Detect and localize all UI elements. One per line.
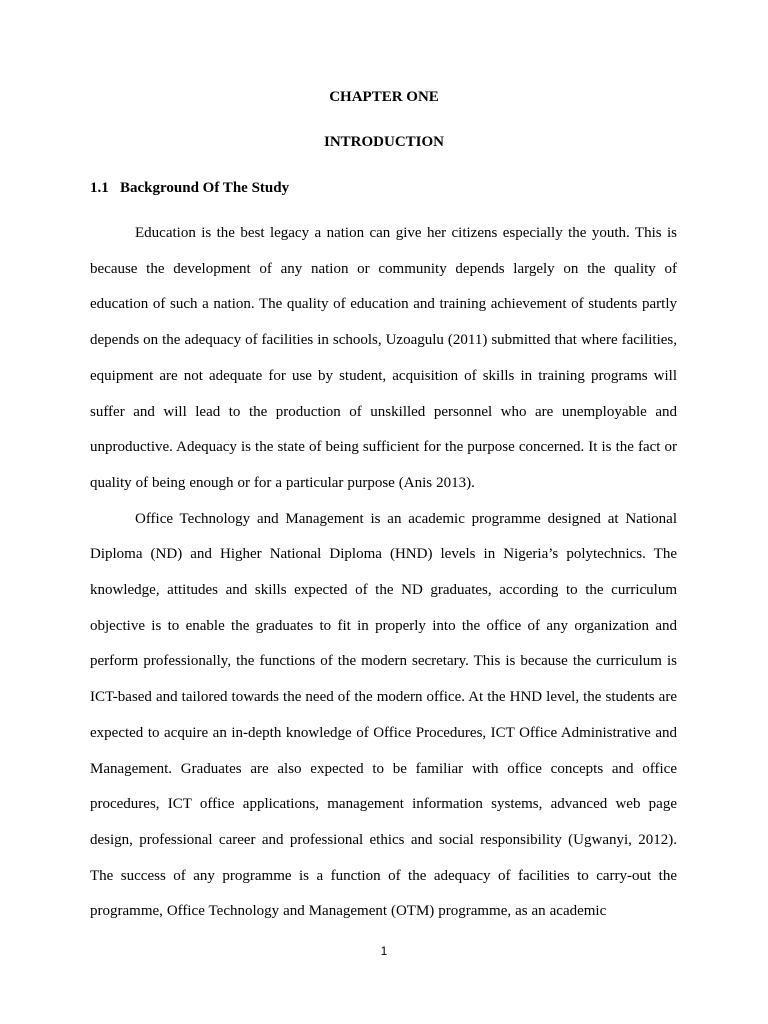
page-number: 1	[380, 944, 388, 958]
section-title: INTRODUCTION	[323, 134, 444, 150]
paragraph: Education is the best legacy a nation can give her citizens especially the youth. This is because the development of any nation or community depends largely on the quality of education of such a nation. The quality of education and training achievement of students partly depends on the adequacy of facilities in schools, Uzoagulu (2011) submitted that where facilities, equipment are not adequate for use by student, acquisition of skills in training programs will suffer and will lead to the production of unskilled personnel who are unemployable and unproductive. Adequacy is the state of being sufficient for the purpose concerned. It is the fact or quality of being enough or for a particular purpose (Anis 2013).	[90, 225, 677, 491]
chapter-title: CHAPTER ONE	[329, 89, 439, 105]
subsection-number: 1.1	[90, 180, 109, 196]
subsection-heading	[90, 179, 289, 197]
body-text	[90, 216, 677, 930]
subsection-title: Background Of The Study	[120, 180, 290, 196]
paragraph: Office Technology and Management is an academic programme designed at National Diploma (ND) and Higher National Diploma (HND) levels in Nigeria’s polytechnics. The knowledge, attitudes and skills expected of the ND graduates, according to the curriculum objective is to enable the graduates to fit in properly into the office of any organization and perform professionally, the functions of the modern secretary. This is because the curriculum is ICT-based and tailored towards the need of the modern office. At the HND level, the students are expected to acquire an in-depth knowledge of Office Procedures, ICT Office Administrative and Management. Graduates are also expected to be familiar with office concepts and office procedures, ICT office applications, management information systems, advanced web page design, professional career and professional ethics and social responsibility (Ugwanyi, 2012). The success of any programme is a function of the adequacy of facilities to carry-out the programme, Office Technology and Management (OTM) programme, as an academic	[90, 510, 677, 920]
